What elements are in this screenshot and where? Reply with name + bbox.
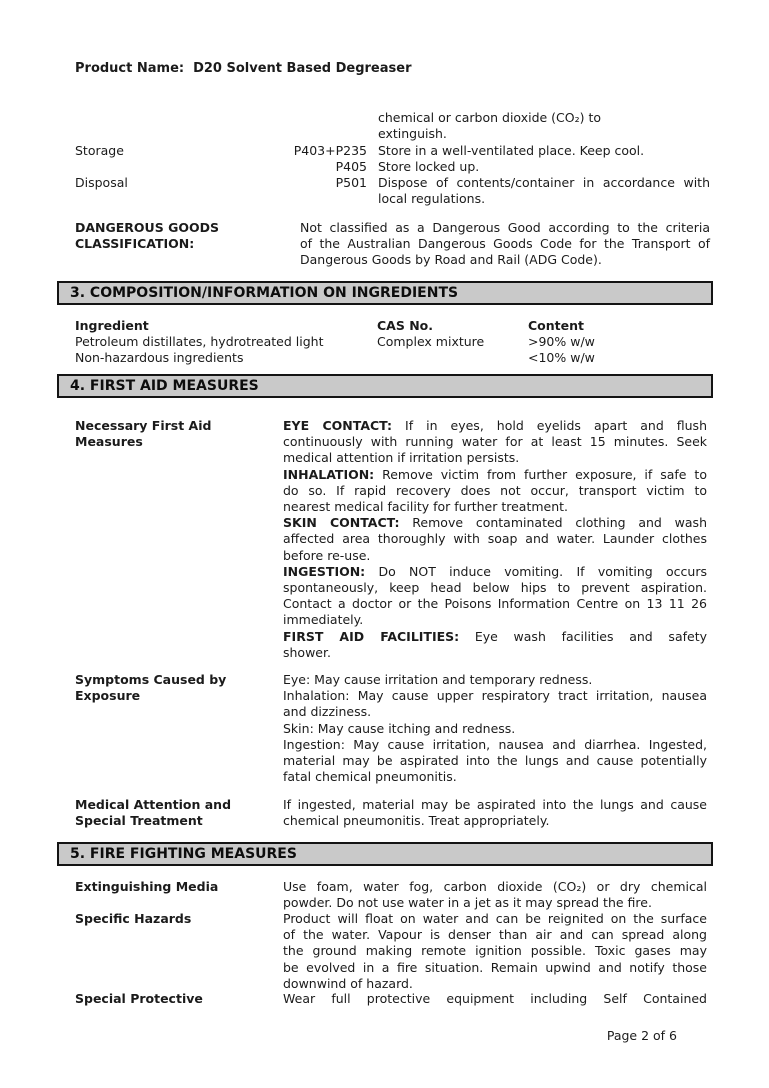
first-aid-text: EYE CONTACT: If in eyes, hold eyelids apart and flush continuously with running water for at least 15 minutes. Seek medical attention if irritation persists. INHALATION: Remove victim from further exposure, if safe to do so. If rapid recovery does not occur, transport victim to nearest medical facility for further treatment. SKIN CONTACT: Remove contaminated clothing and wash affected area thoroughly with soap and water. Launder clothes before re-use. INGESTION: Do NOT induce vomiting. If vomiting occurs spontaneously, keep head below hips to prevent aspiration. Contact a doctor or the Poisons Information Centre on 13 11 26 immediately. FIRST AID FACILITIES: Eye wash facilities and safety shower. (283, 418, 707, 660)
dangerous-goods-label: DANGEROUS GOODS CLASSIFICATION: (75, 220, 219, 252)
extinguishing-media-text: Use foam, water fog, carbon dioxide (CO₂) or dry chemical powder. Do not use water in a jet as it may spread the fire. (283, 879, 707, 911)
ingredient-content: <10% w/w (528, 350, 595, 365)
special-protective-text: Wear full protective equipment including Self Contained (283, 991, 707, 1006)
ingredient-cas: Complex mixture (377, 334, 485, 349)
page-number: Page 2 of 6 (606, 1028, 677, 1043)
product-name-label: Product Name: (75, 61, 185, 76)
precaution-text: Store in a well-ventilated place. Keep cool. (378, 143, 645, 158)
symptoms-label: Symptoms Caused by Exposure (75, 672, 227, 704)
extinguishing-media-label: Extinguishing Media (75, 879, 219, 894)
ingredients-header-ingredient: Ingredient (75, 318, 149, 333)
first-aid-label: Necessary First Aid Measures (75, 418, 212, 450)
section-header-fire-fighting: 5. FIRE FIGHTING MEASURES (57, 842, 713, 866)
product-name-line (75, 61, 412, 76)
dangerous-goods-text: Not classified as a Dangerous Good according to the criteria of the Australian Dangerous Goods Code for the Transport of Dangerous Goods by Road and Rail (ADG Code). (300, 220, 710, 268)
special-protective-label: Special Protective (75, 991, 203, 1006)
precaution-code: P405 (335, 159, 367, 174)
ingredients-header-content: Content (528, 318, 584, 333)
medical-attention-label: Medical Attention and Special Treatment (75, 797, 232, 829)
precaution-label: Storage (75, 143, 124, 158)
precaution-text: chemical or carbon dioxide (CO₂) to extinguish. (378, 110, 602, 142)
ingredient-name: Non-hazardous ingredients (75, 350, 244, 365)
specific-hazards-label: Specific Hazards (75, 911, 192, 926)
precaution-text: Dispose of contents/container in accordance with local regulations. (378, 175, 710, 207)
precaution-text: Store locked up. (378, 159, 480, 174)
specific-hazards-text: Product will float on water and can be reignited on the surface of the water. Vapour is denser than air and can spread along the ground making remote ignition possible. Toxic gases may be evolved in a fire situation. Remain upwind and notify those downwind of hazard. (283, 911, 707, 991)
product-name-value: D20 Solvent Based Degreaser (193, 61, 412, 76)
ingredient-content: >90% w/w (528, 334, 595, 349)
precaution-code: P501 (335, 175, 367, 190)
medical-attention-text: If ingested, material may be aspirated into the lungs and cause chemical pneumonitis. Treat appropriately. (283, 797, 707, 829)
section-header-first-aid: 4. FIRST AID MEASURES (57, 374, 713, 398)
section-header-composition: 3. COMPOSITION/INFORMATION ON INGREDIENTS (57, 281, 713, 305)
precaution-code: P403+P235 (293, 143, 367, 158)
ingredients-header-cas: CAS No. (377, 318, 433, 333)
ingredient-name: Petroleum distillates, hydrotreated light (75, 334, 324, 349)
symptoms-text: Eye: May cause irritation and temporary redness. Inhalation: May cause upper respiratory tract irritation, nausea and dizziness. Skin: May cause itching and redness. Ingestion: May cause irritation, nausea and diarrhea. Ingested, material may be aspirated into the lungs and cause potentially fatal chemical pneumonitis. (283, 672, 707, 785)
precaution-label: Disposal (75, 175, 128, 190)
